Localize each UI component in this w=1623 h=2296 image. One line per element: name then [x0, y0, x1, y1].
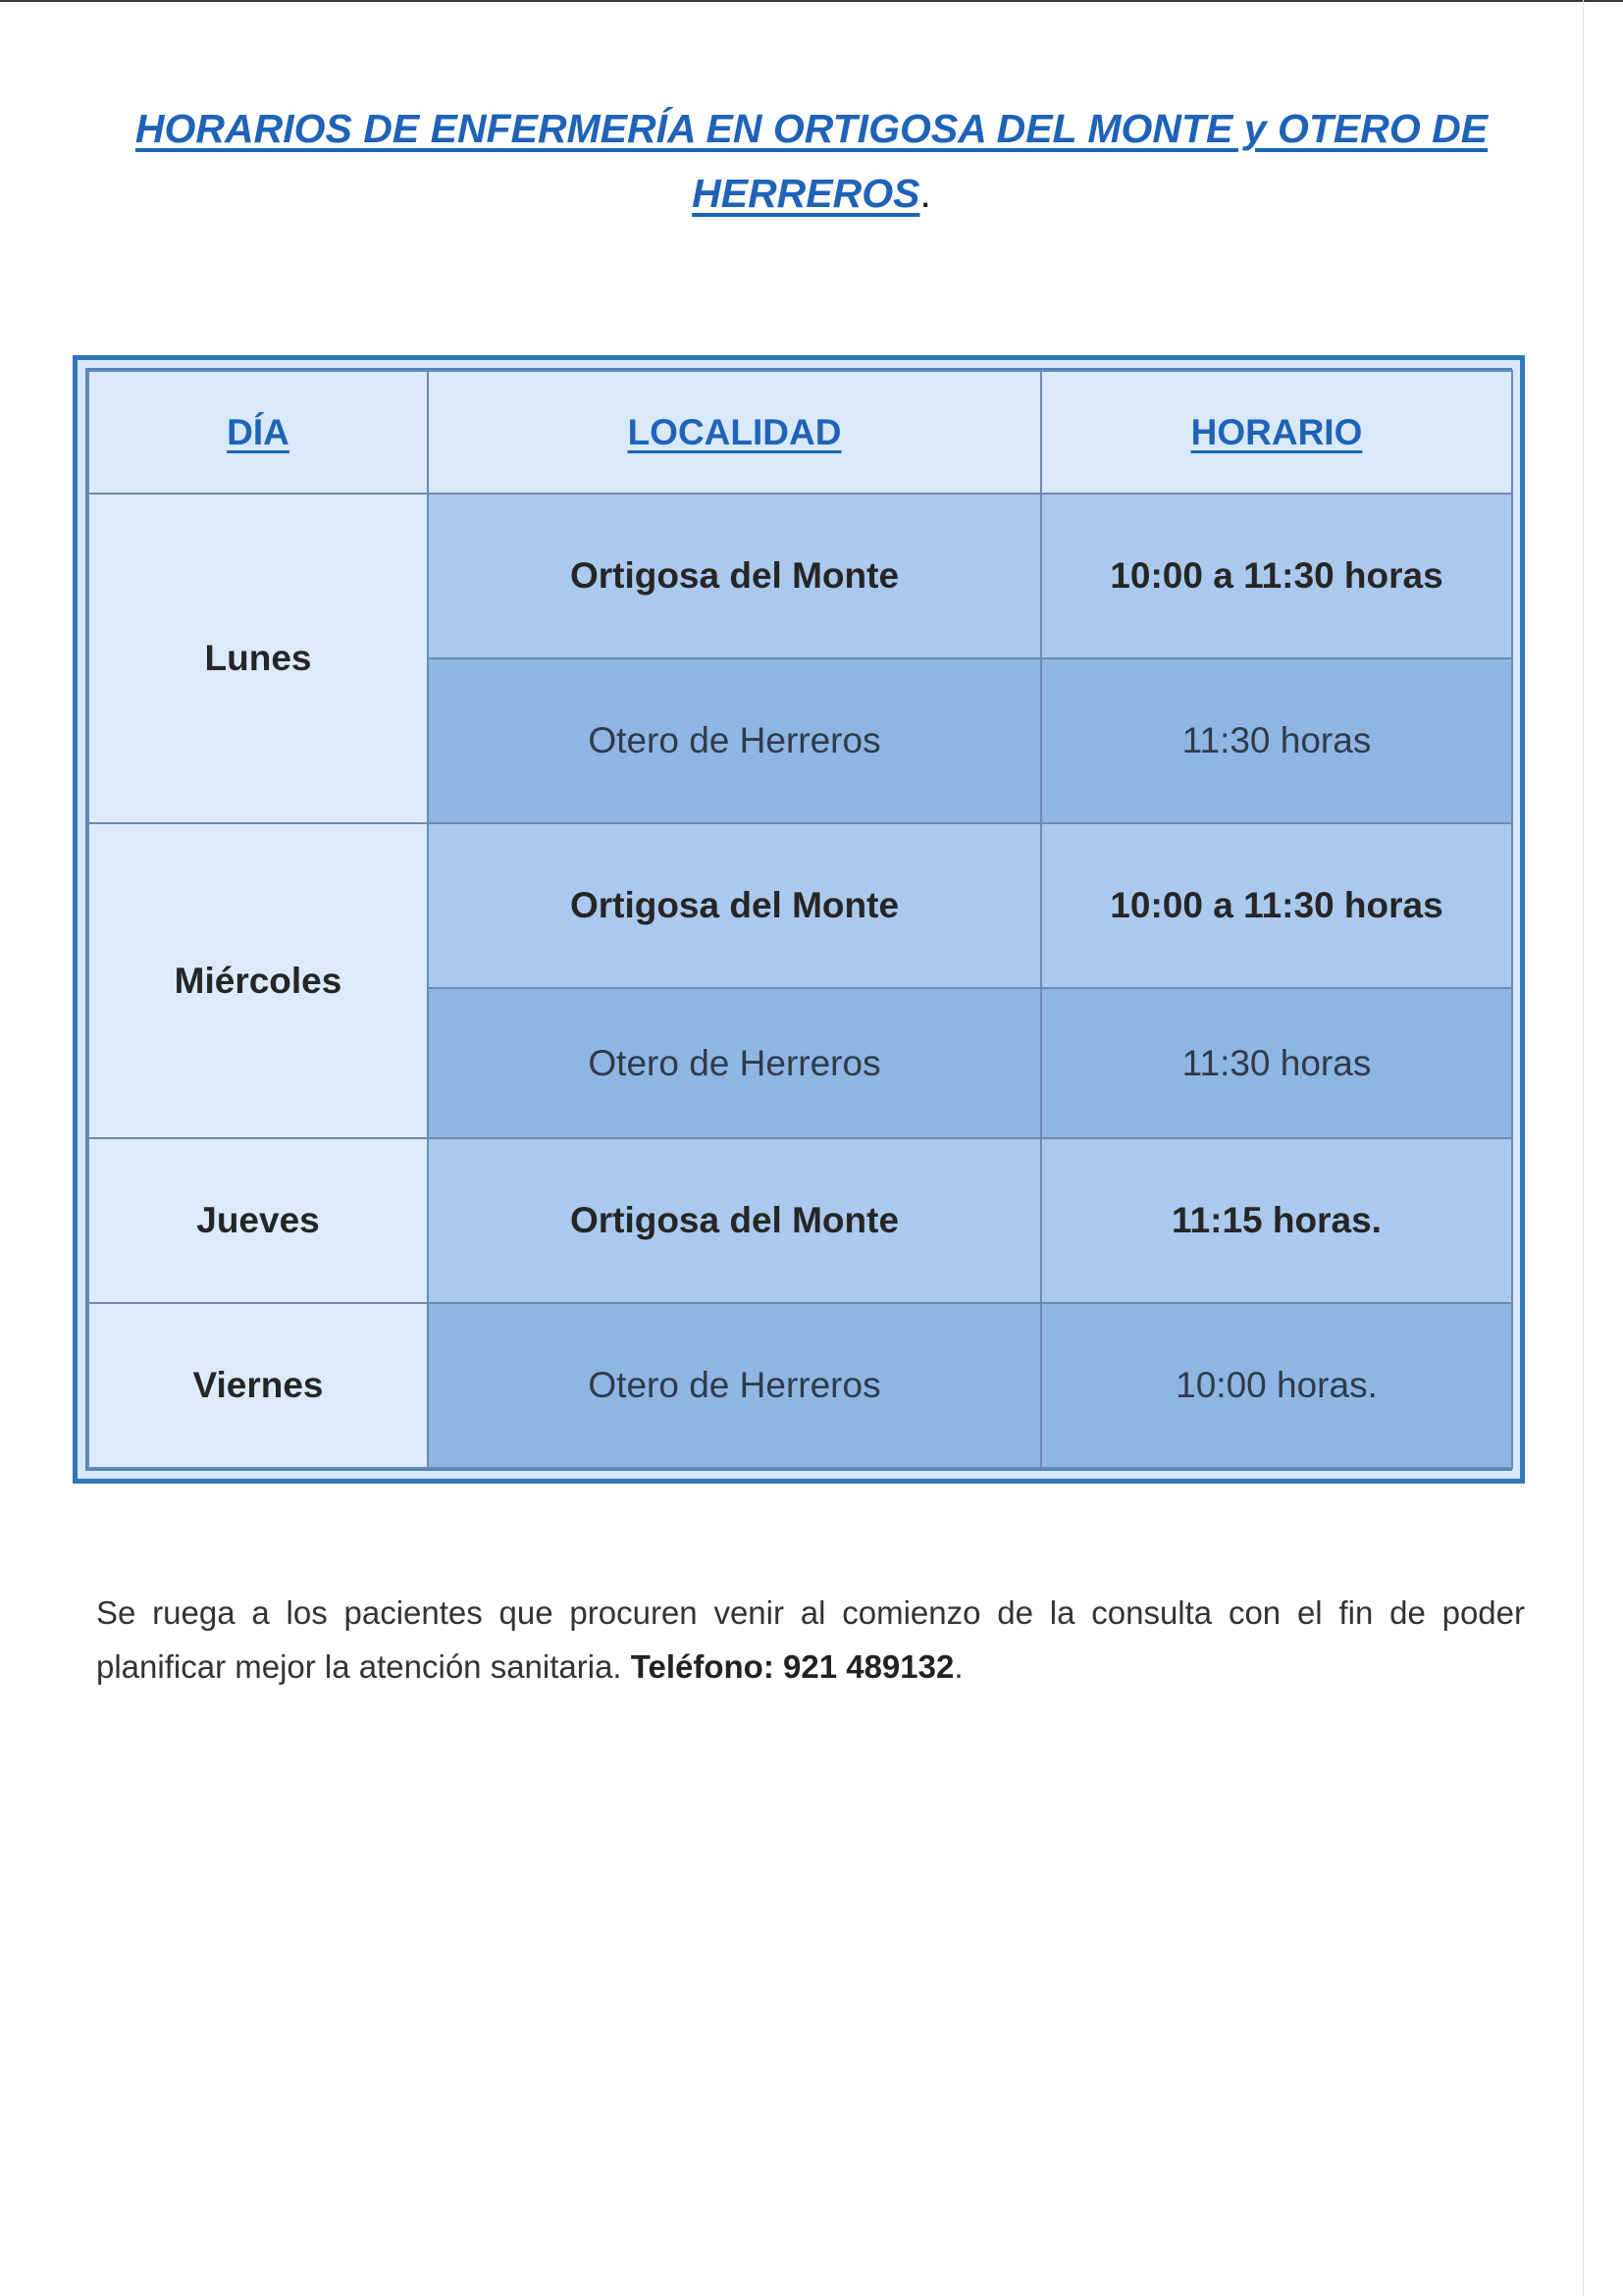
day-cell: Miércoles [88, 823, 428, 1138]
time-cell: 10:00 a 11:30 horas [1041, 494, 1512, 658]
header-day: DÍA [88, 371, 428, 494]
location-cell: Ortigosa del Monte [428, 494, 1041, 658]
time-cell: 11:15 horas. [1041, 1138, 1512, 1303]
phone-number: Teléfono: 921 489132 [630, 1648, 955, 1685]
day-cell: Lunes [88, 494, 428, 823]
location-cell: Otero de Herreros [428, 988, 1041, 1139]
schedule-table-frame [73, 355, 1525, 1484]
patient-note [96, 1586, 1525, 1694]
title-period: . [919, 171, 931, 216]
table-row [88, 1303, 1512, 1468]
location-cell: Ortigosa del Monte [428, 1138, 1041, 1303]
location-cell: Otero de Herreros [428, 1303, 1041, 1468]
time-cell: 10:00 horas. [1041, 1303, 1512, 1468]
top-edge-line [0, 0, 1623, 2]
time-cell: 11:30 horas [1041, 658, 1512, 823]
header-location: LOCALIDAD [428, 371, 1041, 494]
day-cell: Viernes [88, 1303, 428, 1468]
schedule-table [87, 370, 1513, 1469]
location-cell: Otero de Herreros [428, 658, 1041, 823]
note-text: Se ruega a los pacientes que procuren venir al comienzo de la consulta con el fin de poder planificar mejor la atención sanitaria. [96, 1594, 1525, 1685]
title-line-1: HORARIOS DE ENFERMERÍA EN ORTIGOSA DEL MONTE y OTERO DE [134, 106, 1489, 151]
schedule-table-inner-border [85, 368, 1512, 1471]
table-row [88, 823, 1512, 988]
title-line-2: HERREROS [692, 171, 920, 216]
table-row [88, 1138, 1512, 1303]
page-title [88, 96, 1535, 226]
scan-edge-line [1583, 0, 1584, 2296]
day-cell: Jueves [88, 1138, 428, 1303]
note-end: . [954, 1648, 964, 1685]
header-schedule: HORARIO [1041, 371, 1512, 494]
table-header-row [88, 371, 1512, 494]
time-cell: 11:30 horas [1041, 988, 1512, 1139]
table-row [88, 494, 1512, 658]
location-cell: Ortigosa del Monte [428, 823, 1041, 988]
time-cell: 10:00 a 11:30 horas [1041, 823, 1512, 988]
